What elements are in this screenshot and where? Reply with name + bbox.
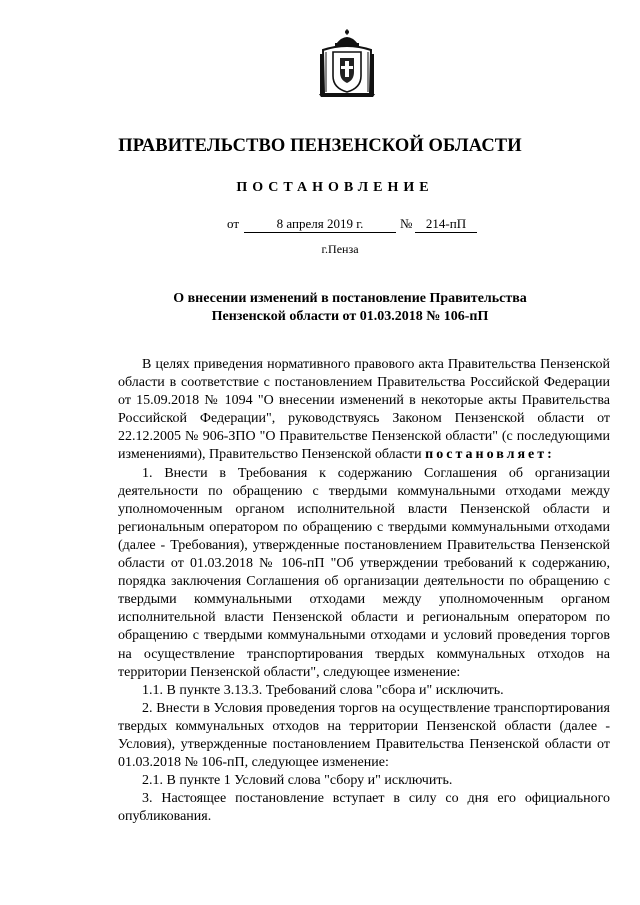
date-label: от [227,216,240,231]
item-3: 3. Настоящее постановление вступает в силу со дня его официального опубликования. [118,791,610,825]
document-date: 8 апреля 2019 г. [244,216,396,233]
preamble-paragraph [118,356,610,465]
number-label: № [400,216,413,231]
item-2-1: 2.1. В пункте 1 Условий слова "сбору и" исключить. [142,773,453,789]
document-subject [140,290,560,326]
city: г.Пенза [321,242,359,256]
item-1-1: 1.1. В пункте 3.13.3. Требований слова "сбора и" исключить. [142,682,504,698]
document-body [118,356,610,826]
decree-word: постановляет: [425,447,555,463]
government-title: ПРАВИТЕЛЬСТВО ПЕНЗЕНСКОЙ ОБЛАСТИ [118,136,522,156]
subject-line-1: О внесении изменений в постановление Правительства [173,291,527,306]
subject-line-2: Пензенской области от 01.03.2018 № 106-пП [211,309,489,324]
penza-coat-of-arms-icon [318,28,376,98]
document-number: 214-пП [415,216,477,233]
preamble-text: В целях приведения нормативного правового акта Правительства Пензенской области в соответствие с постановлением Правительства Российской Федерации от 15.09.2018 № 1094 "О внесении изменений в некоторые акты Правительства Российской Федерации", руководствуясь Законом Пензенской области от 22.12.2005 № 906-ЗПО "О Правительстве Пензенской области" (с последующими изменениями), Правительство Пензенской области [118,357,610,463]
item-2: 2. Внести в Условия проведения торгов на осуществление транспортирования твердых коммунальных отходов на территории Пензенской области (далее - Условия), утвержденные постановлением Правительства Пензенской области от 01.03.2018 № 106-пП, следующее изменение: [118,700,610,771]
item-1: 1. Внести в Требования к содержанию Соглашения об организации деятельности по обращению с твердыми коммунальными отходами между уполномоченным органом исполнительной власти Пензенской области и региональным оператором по обращению с твердыми коммунальными отходами (далее - Требования), утвержденные постановлением Правительства Пензенской области от 01.03.2018 № 106-пП "Об утверждении требований к содержанию, порядка заключения Соглашения об организации деятельности по обращению с твердыми коммунальными отходами между уполномоченным органом исполнительной власти Пензенской области и региональным оператором по обращению с твердыми коммунальными отходами и условий проведения торгов на осуществление транспортирования твердых коммунальных отходов на территории Пензенской области", следующее изменение: [118,465,610,680]
document-type: ПОСТАНОВЛЕНИЕ [236,180,434,195]
